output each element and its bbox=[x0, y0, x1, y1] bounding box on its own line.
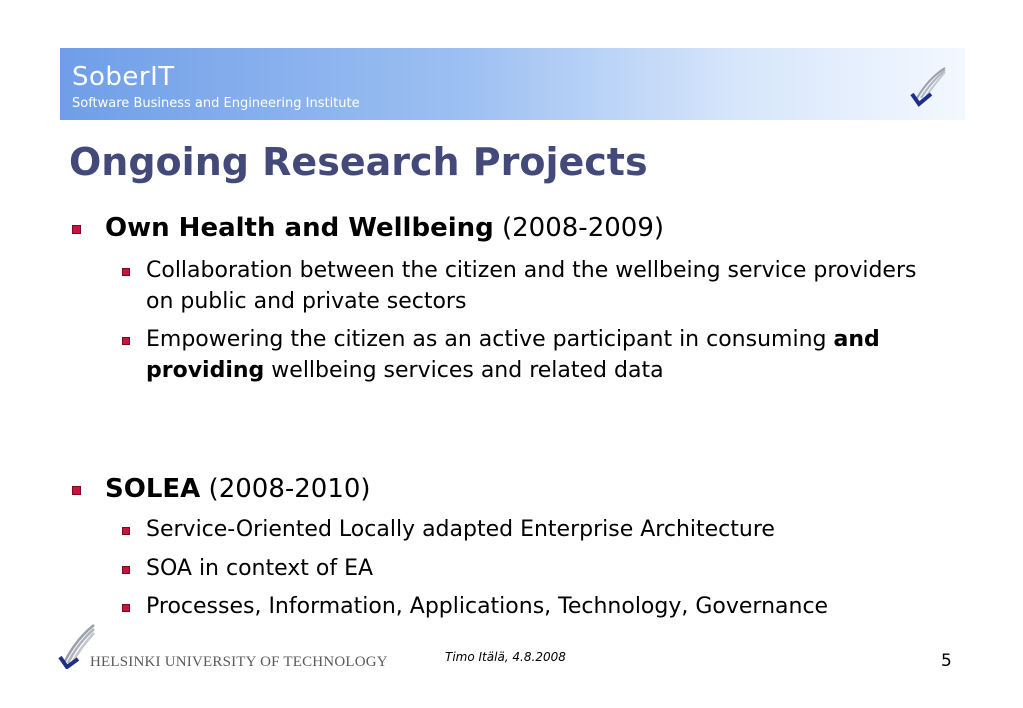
footer-author-date: Timo Itälä, 4.8.2008 bbox=[445, 650, 566, 664]
sub-bullet-text: SOA in context of EA bbox=[146, 556, 374, 581]
brand-name: SoberIT bbox=[72, 62, 175, 92]
square-bullet-icon bbox=[122, 527, 130, 535]
feather-logo-icon bbox=[909, 64, 949, 108]
sub-bullet-text: wellbeing services and related data bbox=[264, 358, 664, 383]
sub-bullet-emphasis: and providing bbox=[146, 327, 880, 383]
bullet-years: (2008-2009) bbox=[493, 213, 665, 243]
bullet-heading: Own Health and Wellbeing bbox=[105, 213, 494, 243]
footer-institution: HELSINKI UNIVERSITY OF TECHNOLOGY bbox=[90, 654, 388, 670]
sub-bullet-text: Service-Oriented Locally adapted Enterprise Architecture bbox=[146, 517, 775, 542]
square-bullet-icon bbox=[122, 268, 130, 276]
sub-bullet-text: Empowering the citizen as an active participant in consuming bbox=[146, 327, 834, 352]
bullet-heading: SOLEA bbox=[105, 474, 201, 504]
page-number: 5 bbox=[941, 651, 952, 671]
bullet-years: (2008-2010) bbox=[200, 474, 371, 504]
sub-bullet-text: Processes, Information, Applications, Technology, Governance bbox=[146, 594, 829, 619]
slide-title: Ongoing Research Projects bbox=[69, 140, 648, 184]
sub-bullet-text: Collaboration between the citizen and the wellbeing service providers on public and private sectors bbox=[146, 258, 917, 314]
square-bullet-icon bbox=[122, 337, 130, 345]
square-bullet-icon bbox=[122, 604, 130, 612]
square-bullet-icon bbox=[72, 486, 81, 495]
header-banner bbox=[60, 48, 965, 120]
brand-subtitle: Software Business and Engineering Institute bbox=[72, 96, 360, 111]
square-bullet-icon bbox=[122, 566, 130, 574]
square-bullet-icon bbox=[72, 225, 81, 234]
